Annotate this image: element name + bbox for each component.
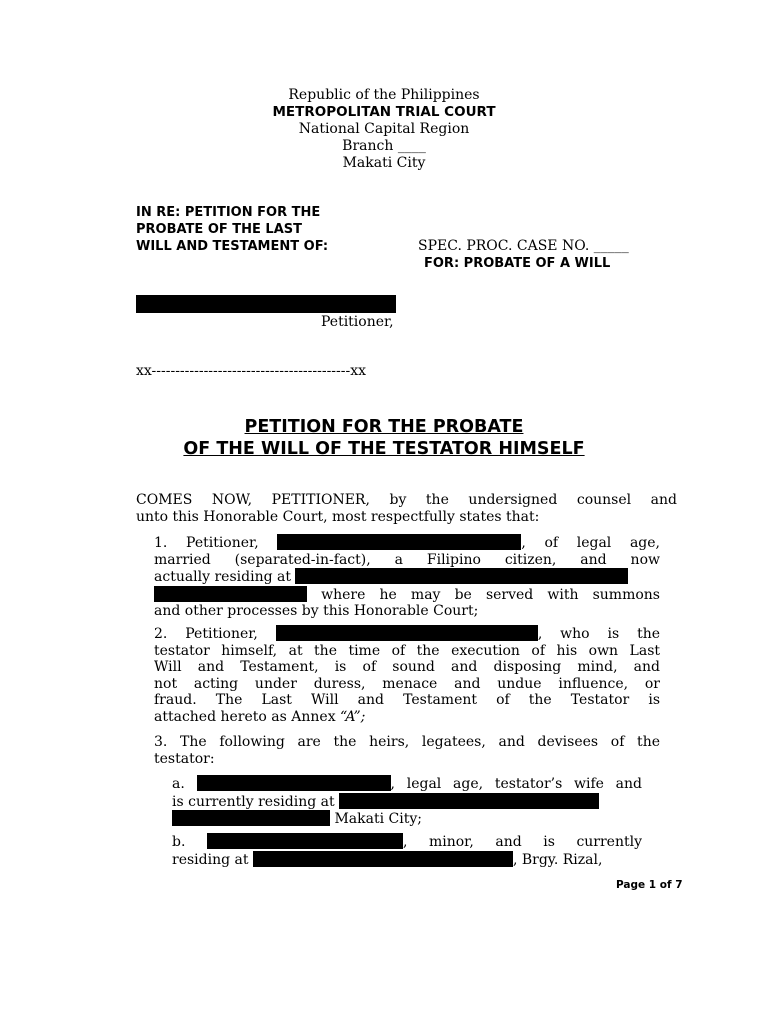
court-branch: Branch ____ [342,138,426,154]
redacted-name [276,625,538,641]
petitioner-label: Petitioner, [321,314,394,330]
caption-separator: xx------------------------------------------xx [136,363,367,379]
page-number: Page 1 of 7 [616,879,683,891]
paragraph-3: 3. The following are the heirs, legatees, and devisees of the testator: [154,734,660,767]
document-title-line-1: PETITION FOR THE PROBATE [244,417,524,437]
redacted-name [197,775,391,791]
redacted-name [277,534,521,550]
document-title-line-2: OF THE WILL OF THE TESTATOR HIMSELF [183,439,585,459]
case-subject: FOR: PROBATE OF A WILL [424,256,611,271]
redacted-petitioner-name [136,295,396,313]
paragraph-1: 1. Petitioner, , of legal age, married (separated-in-fact), a Filipino citizen, and now actually residing at where he may be served with summons and other processes by this Honorable Court; [154,535,660,620]
court-republic: Republic of the Philippines [288,87,480,103]
redacted-address [339,793,599,809]
court-city: Makati City [342,155,426,171]
heir-b: b. , minor, and is currently residing at , Brgy. Rizal, [172,834,642,868]
redacted-address-cont [154,586,307,602]
case-number: SPEC. PROC. CASE NO. _____ [418,238,629,254]
court-name: METROPOLITAN TRIAL COURT [272,104,496,120]
heir-a: a. , legal age, testator’s wife and is currently residing at Makati City; [172,776,643,828]
caption-line-2: PROBATE OF THE LAST [136,222,303,237]
caption-line-1: IN RE: PETITION FOR THE [136,205,321,220]
redacted-address [295,568,628,584]
redacted-name [207,833,403,849]
caption-line-3: WILL AND TESTAMENT OF: [136,239,329,254]
court-region: National Capital Region [298,121,470,137]
paragraph-2: 2. Petitioner, , who is the testator himself, at the time of the execution of his own Last Will and Testament, is of sound and disposing mind, and not acting under duress, menace and undue influence, or fraud. The Last Will and Testament of the Testator is attached hereto as Annex “A”; [154,626,661,725]
redacted-address [253,851,513,867]
intro-paragraph: COMES NOW, PETITIONER, by the undersigned counsel and unto this Honorable Court, most respectfully states that: [136,492,677,525]
redacted-address-cont [172,810,330,826]
